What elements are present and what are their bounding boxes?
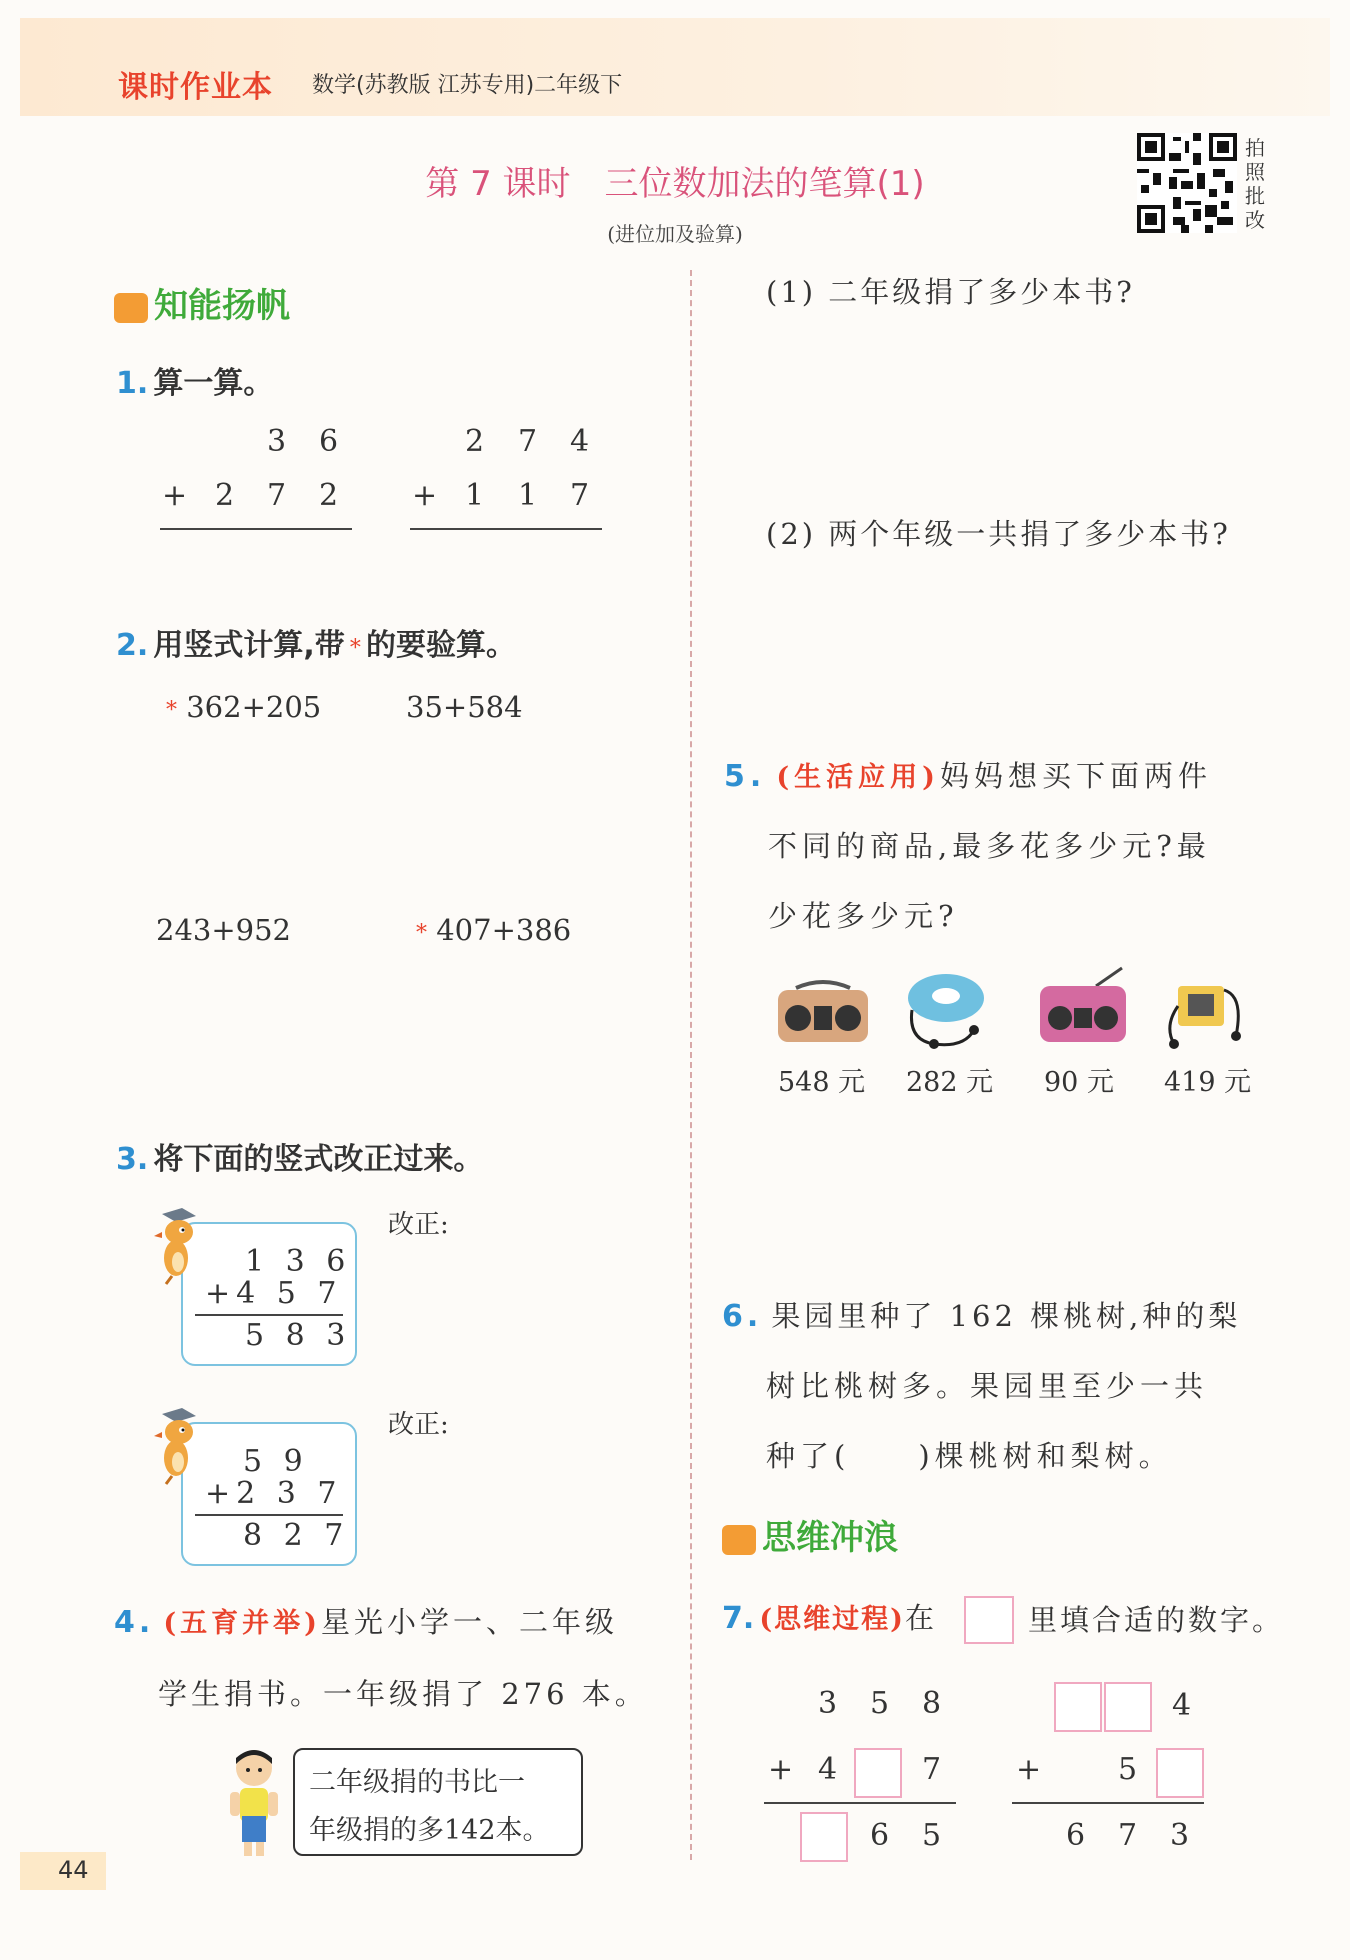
question-3: 3. 将下面的竖式改正过来。 [116, 1142, 484, 1177]
answer-box[interactable] [854, 1748, 902, 1798]
question-7: 7. (思维过程)在 [722, 1601, 934, 1636]
section-heading-thinking: 思维冲浪 [722, 1510, 898, 1559]
bird-mascot-icon [152, 1206, 206, 1286]
question-6: 6. 果园里种了 162 棵桃树,种的梨 [722, 1299, 1242, 1334]
question-4-part-2: (2) 两个年级一共捐了多少本书? [766, 517, 1231, 551]
price-3: 90 元 [1044, 1067, 1114, 1098]
correction-label-2: 改正: [388, 1410, 449, 1440]
question-2: 2. 用竖式计算,带 * 的要验算。 [116, 628, 516, 663]
mp3-player-icon [1164, 976, 1248, 1050]
question-6-line2: 树比桃树多。果园里至少一共 [766, 1369, 1209, 1403]
lesson-title: 第 7 课时 三位数加法的笔算(1) [425, 164, 925, 204]
answer-box[interactable] [1104, 1682, 1152, 1732]
question-5: 5. (生活应用)妈妈想买下面两件 [724, 759, 1212, 794]
question-5-line2: 不同的商品,最多花多少元?最 [768, 829, 1211, 863]
price-2: 282 元 [906, 1067, 994, 1098]
expression-2: 35+584 [406, 690, 523, 724]
page-number: 44 [58, 1856, 89, 1884]
book-brand: 课时作业本 [118, 70, 273, 105]
answer-box[interactable] [800, 1812, 848, 1862]
wave-icon [722, 1525, 756, 1555]
answer-box[interactable] [1156, 1748, 1204, 1798]
question-7-instruction: 里填合适的数字。 [1028, 1603, 1285, 1637]
column-divider [690, 270, 692, 1860]
qr-code-icon[interactable] [1137, 133, 1237, 233]
cd-player-icon [904, 970, 988, 1050]
lesson-subtitle: (进位加及验算) [607, 222, 743, 246]
price-1: 548 元 [778, 1067, 866, 1098]
correction-label-1: 改正: [388, 1210, 449, 1240]
question-4-part-1: (1) 二年级捐了多少本书? [766, 275, 1135, 309]
wrong-calc-card-1: 1 3 6 +4 5 7 5 8 3 [181, 1222, 357, 1366]
sail-icon [114, 293, 148, 323]
section-heading-knowledge: 知能扬帆 [114, 278, 290, 327]
question-5-line3: 少花多少元? [768, 899, 959, 933]
wrong-calc-card-2: 5 9 +2 3 7 8 2 7 [181, 1422, 357, 1566]
answer-box-legend [964, 1596, 1014, 1644]
qr-label: 拍 照 批 改 [1245, 136, 1265, 232]
answer-box[interactable] [1054, 1682, 1102, 1732]
question-4: 4. (五育并举)星光小学一、二年级 [114, 1605, 618, 1640]
radio-boombox-icon [776, 976, 870, 1044]
price-4: 419 元 [1164, 1067, 1252, 1098]
question-6-line3: 种了( )棵桃树和梨树。 [766, 1439, 1173, 1473]
question-1: 1. 算一算。 [116, 366, 274, 401]
expression-4: * 407+386 [416, 913, 572, 947]
radio-cassette-icon [1038, 966, 1128, 1046]
question-4-line2: 学生捐书。一年级捐了 276 本。 [158, 1677, 648, 1711]
expression-1: * 362+205 [166, 690, 322, 724]
bird-mascot-icon [152, 1406, 206, 1486]
speech-bubble: 二年级捐的书比一 年级捐的多142本。 [293, 1748, 583, 1856]
expression-3: 243+952 [156, 913, 292, 947]
boy-character-icon [226, 1746, 282, 1862]
book-subtitle: 数学(苏教版 江苏专用)二年级下 [312, 73, 623, 98]
